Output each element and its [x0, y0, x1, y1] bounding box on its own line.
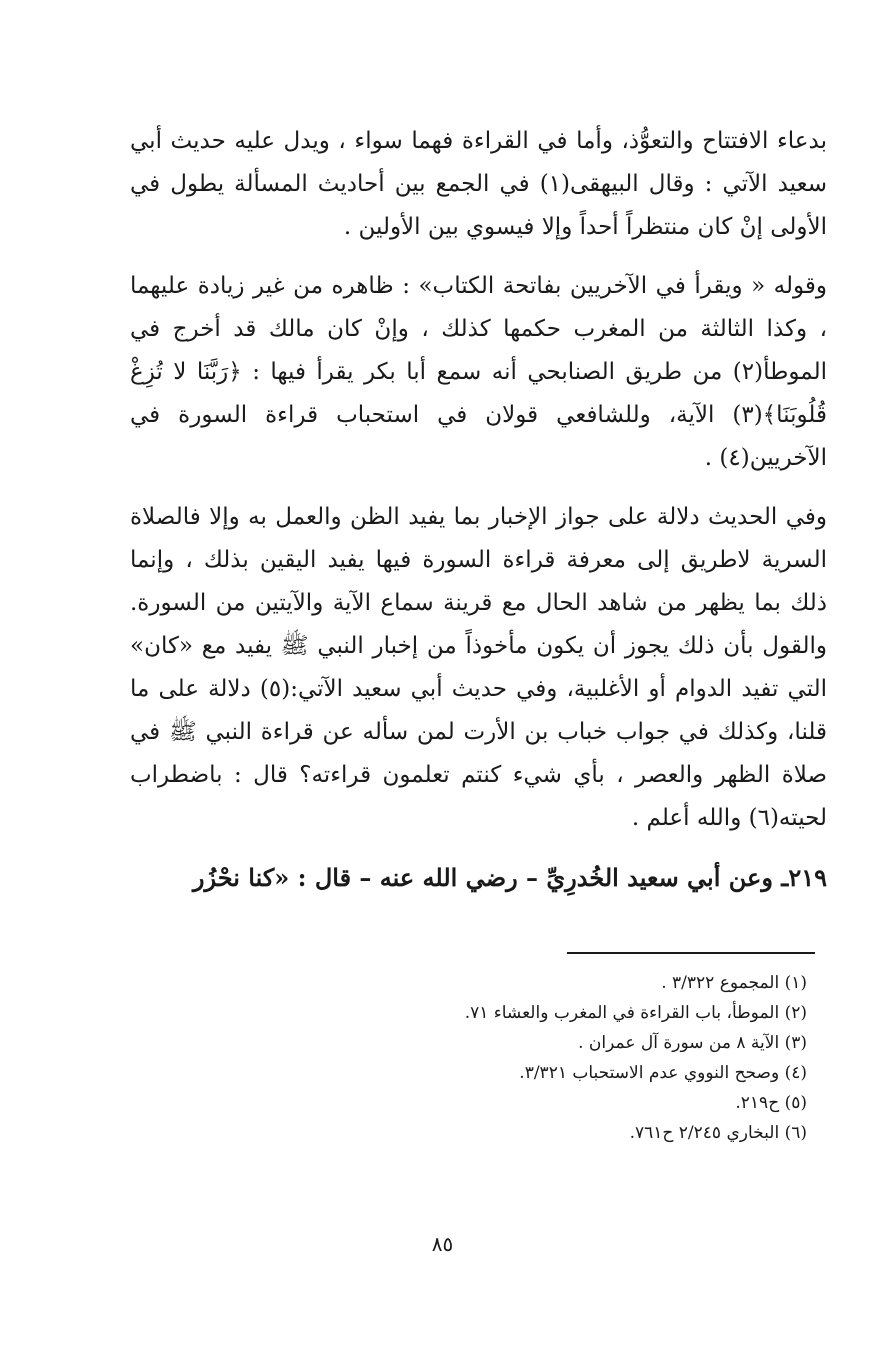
footnote-2: (٢) الموطأ، باب القراءة في المغرب والعشاء ٧١.: [464, 1003, 807, 1023]
footnote-6: (٦) البخاري ٢/٢٤٥ ح٧٦١.: [629, 1123, 807, 1143]
page-number: ٨٥: [431, 1232, 454, 1256]
hadith-heading: ٢١٩ـ وعن أبي سعيد الخُدرِيِّ – رضي الله عنه – قال : «كنا نحْزُر: [192, 863, 827, 892]
footnote-1: (١) المجموع ٣/٣٢٢ .: [661, 973, 807, 993]
paragraph-3: وفي الحديث دلالة على جواز الإخبار بما يفيد الظن والعمل به وإلا فالصلاة السرية لاطريق إلى معرفة قراءة السورة فيها يفيد اليقين بذلك ، وإنما ذلك بما يظهر من شاهد الحال مع قرينة سماع الآية والآيتين من السورة. والقول بأن ذلك يجوز أن يكون مأخوذاً من إخبار النبي ﷺ يفيد مع «كان» التي تفيد الدوام أو الأغلبية، وفي حديث أبي سعيد الآتي:(٥) دلالة على ما قلنا، وكذلك في جواب خباب بن الأرت لمن سأله عن قراءة النبي ﷺ في صلاة الظهر والعصر ، بأي شيء كنتم تعلمون قراءته؟ قال : باضطراب لحيته(٦) والله أعلم .: [130, 504, 827, 831]
main-text: [130, 120, 827, 840]
paragraph-2: وقوله « ويقرأ في الآخريين بفاتحة الكتاب» : ظاهره من غير زيادة عليهما ، وكذا الثالثة من المغرب حكمها كذلك ، وإنْ كان مالك قد أخرج في الموطأ(٢) من طريق الصنابحي أنه سمع أبا بكر يقرأ فيها : ﴿رَبَّنَا لا تُزِغْ قُلُوبَنَا﴾(٣) الآية، وللشافعي قولان في استحباب قراءة السورة في الآخريين(٤) .: [130, 273, 827, 471]
footnote-separator: [567, 952, 815, 954]
footnote-4: (٤) وصحح النووي عدم الاستحباب ٣/٣٢١.: [519, 1063, 807, 1083]
footnote-5: (٥) ح٢١٩.: [735, 1093, 807, 1113]
footnotes: [107, 968, 807, 1148]
footnote-3: (٣) الآية ٨ من سورة آل عمران .: [578, 1033, 807, 1053]
paragraph-1: بدعاء الافتتاح والتعوُّذ، وأما في القراءة فهما سواء ، ويدل عليه حديث أبي سعيد الآتي : وقال البيهقى(١) في الجمع بين أحاديث المسألة يطول في الأولى إنْ كان منتظراً أحداً وإلا فيسوي بين الأولين .: [130, 128, 827, 240]
